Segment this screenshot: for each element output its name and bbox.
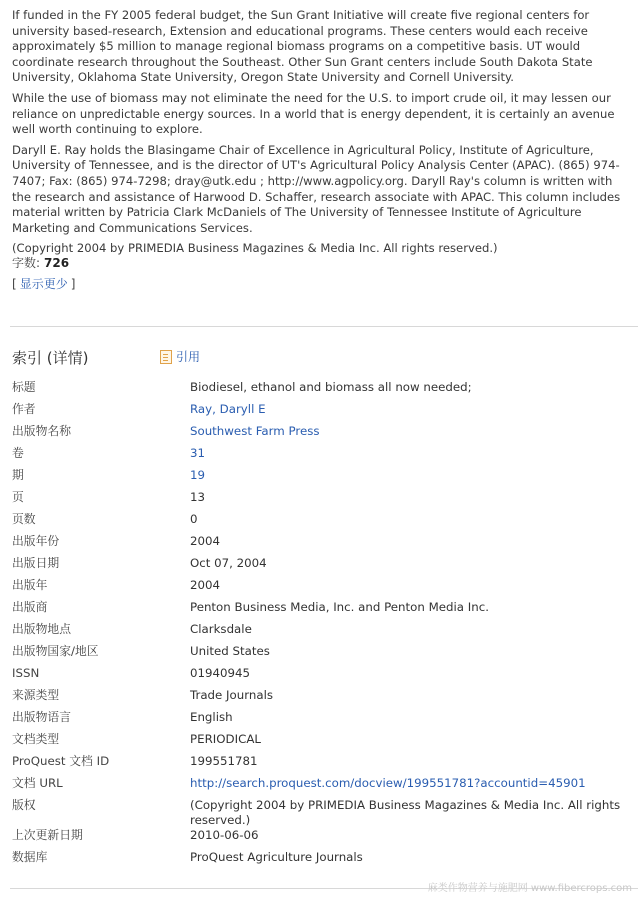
show-less-link[interactable]: 显示更少 [19,277,68,291]
article-paragraph: While the use of biomass may not eliminate the need for the U.S. to import crude oil, it may lessen our reliance on unpredictable energy sources. In a world that is energy dependent, it is certainly an avenue well worth continuing to explore. [12,90,615,137]
metadata-value-link[interactable]: 19 [190,468,206,482]
section-divider [10,326,638,327]
metadata-key: 出版年份 [12,534,60,548]
metadata-row [12,776,632,798]
metadata-row [12,424,632,446]
metadata-value: 2004 [190,534,221,548]
metadata-value: PERIODICAL [190,732,261,746]
metadata-value: Clarksdale [190,622,252,636]
show-less-control [12,275,75,292]
metadata-row [12,644,632,666]
metadata-row [12,666,632,688]
metadata-key: 版权 [12,798,36,812]
metadata-row [12,380,632,402]
bracket-close: ] [70,277,76,291]
metadata-key: 页数 [12,512,36,526]
article-paragraph: Daryll E. Ray holds the Blasingame Chair of Excellence in Agricultural Policy, Institute of Agriculture, University of Tennessee, and is the director of UT's Agricultural Policy Analysis Center (APAC). (865) 974-7407; Fax: (865) 974-7298; dray@utk.edu ; http://www.agpolicy.org. Daryll Ray's column is written with the research and assistance of Harwood D. Schaffer, research associate with APAC. This column includes material written by Patricia Clark McDaniels of The University of Tennessee Institute of Agriculture Marketing and Communications Services. [12,142,621,235]
metadata-key: 出版商 [12,600,48,614]
bracket-open: [ [12,277,17,291]
metadata-key: 数据库 [12,850,48,864]
metadata-key: 出版物地点 [12,622,71,636]
document-icon [160,350,172,364]
metadata-table [12,380,632,872]
metadata-row [12,732,632,754]
metadata-value: Trade Journals [190,688,273,702]
metadata-value: 0 [190,512,198,526]
metadata-row [12,578,632,600]
word-count-value: 726 [44,256,70,270]
metadata-row [12,534,632,556]
metadata-row [12,600,632,622]
metadata-row [12,490,632,512]
index-section-title: 索引 (详情) [12,349,89,367]
metadata-value-link[interactable]: 31 [190,446,206,460]
metadata-key: 页 [12,490,24,504]
cite-label[interactable]: 引用 [176,350,201,364]
metadata-key: 出版物语言 [12,710,71,724]
metadata-value: Penton Business Media, Inc. and Penton Media Inc. [190,600,489,614]
metadata-value: (Copyright 2004 by PRIMEDIA Business Magazines & Media Inc. All rights reserved.) [190,798,621,827]
metadata-value-link[interactable]: Southwest Farm Press [190,424,320,438]
metadata-value: 199551781 [190,754,258,768]
metadata-value: United States [190,644,270,658]
metadata-value: English [190,710,233,724]
metadata-key: 上次更新日期 [12,828,83,842]
metadata-key: 出版物国家/地区 [12,644,99,658]
metadata-value: Oct 07, 2004 [190,556,267,570]
metadata-value: 2004 [190,578,221,592]
metadata-key: ISSN [12,666,40,680]
metadata-key: 出版年 [12,578,48,592]
word-count [12,254,69,271]
metadata-value-link[interactable]: Ray, Daryll E [190,402,266,416]
watermark: 麻类作物营养与施肥网 www.fibercrops.com [427,883,632,894]
metadata-value: 13 [190,490,206,504]
metadata-value: Biodiesel, ethanol and biomass all now needed; [190,380,472,394]
metadata-key: 文档类型 [12,732,60,746]
metadata-row [12,446,632,468]
cite-link[interactable] [160,348,200,365]
metadata-row [12,754,632,776]
metadata-value: 2010-06-06 [190,828,259,842]
metadata-key: 出版日期 [12,556,60,570]
metadata-row [12,402,632,424]
metadata-key: 出版物名称 [12,424,71,438]
metadata-row [12,512,632,534]
metadata-row [12,468,632,490]
metadata-key: 作者 [12,402,36,416]
metadata-value-link[interactable]: http://search.proquest.com/docview/199551781?accountid=45901 [190,776,586,790]
article-body [12,8,634,262]
metadata-key: 期 [12,468,24,482]
metadata-key: 标题 [12,380,36,394]
article-paragraph: If funded in the FY 2005 federal budget, the Sun Grant Initiative will create five regional centers for university based-research, Extension and educational programs. These centers would each receive approximately $5 million to manage regional biomass programs on a competitive basis. UT would coordinate research throughout the Southeast. Other Sun Grant centers include South Dakota State University, Oklahoma State University, Oregon State University and Cornell University. [12,8,593,85]
metadata-key: ProQuest 文档 ID [12,754,110,768]
metadata-key: 来源类型 [12,688,60,702]
metadata-key: 文档 URL [12,776,63,790]
metadata-row [12,688,632,710]
metadata-value: 01940945 [190,666,251,680]
metadata-value: ProQuest Agriculture Journals [190,850,363,864]
word-count-label: 字数: [12,256,41,270]
metadata-row [12,828,632,850]
metadata-row [12,798,632,828]
metadata-key: 卷 [12,446,24,460]
metadata-row [12,850,632,872]
metadata-row [12,710,632,732]
metadata-row [12,622,632,644]
article-paragraph: (Copyright 2004 by PRIMEDIA Business Magazines & Media Inc. All rights reserved.) [12,241,498,256]
metadata-row [12,556,632,578]
